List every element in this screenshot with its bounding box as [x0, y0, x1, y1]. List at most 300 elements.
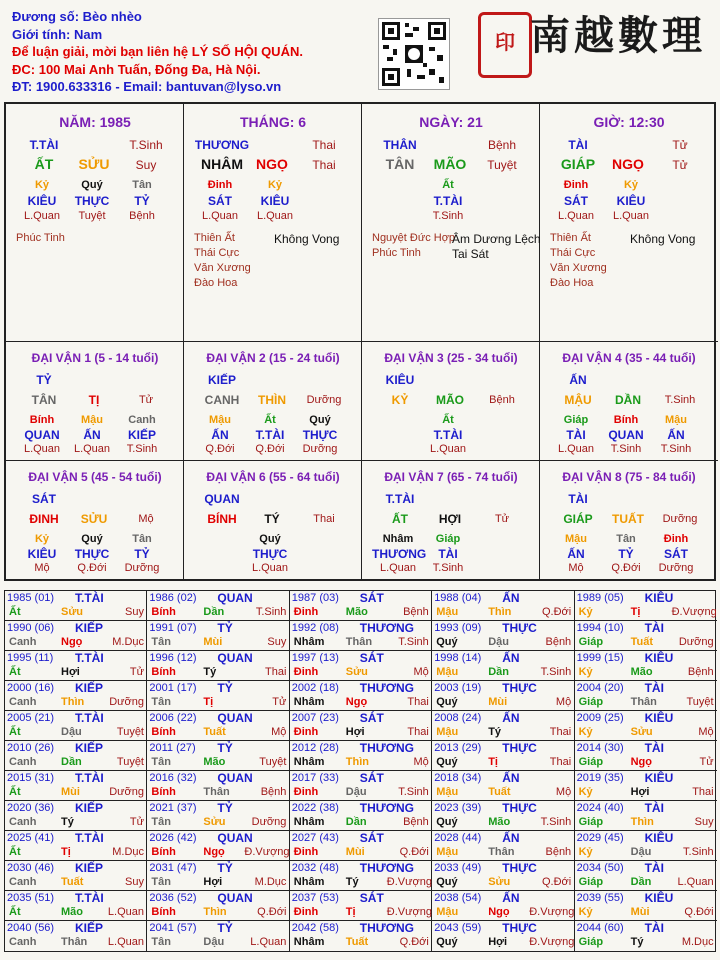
pillar-can: ẤT [34, 156, 54, 172]
year-status: Đ.Vượng [671, 606, 717, 618]
year-cell [575, 921, 717, 951]
year-god: TỶ [217, 741, 233, 755]
hidden-god: T.TÀI [433, 194, 463, 208]
year-label: 1988 (04) [434, 592, 482, 604]
year-can: Kỷ [578, 606, 593, 618]
year-can: Đinh [293, 786, 319, 798]
year-god: KIẾP [75, 681, 104, 695]
hidden-status: Dưỡng [124, 562, 160, 574]
owner-name: Đương số: Bèo nhèo [12, 9, 142, 24]
year-can: Kỷ [578, 786, 593, 798]
year-chi: Sửu [203, 816, 226, 828]
year-cell [290, 831, 432, 861]
year-status: Tử [129, 816, 144, 828]
year-can: Quý [436, 756, 458, 768]
year-god: ẤN [502, 711, 520, 725]
hidden-god: SÁT [564, 194, 588, 208]
year-cell [432, 711, 574, 741]
year-god: THỰC [502, 921, 537, 935]
year-can: Kỷ [578, 906, 593, 918]
dai-van-cell [6, 461, 184, 580]
year-can: Ất [9, 726, 21, 738]
year-chi: Hợi [61, 666, 80, 678]
year-god: TỶ [217, 921, 233, 935]
year-chi: Sửu [61, 606, 84, 618]
year-god: TÀI [644, 921, 664, 935]
year-status: Đ.Vượng [244, 846, 290, 858]
year-chi: Tị [630, 606, 641, 618]
year-status: T.Sinh [398, 636, 429, 648]
year-label: 2034 (50) [576, 862, 624, 874]
hidden-status: Q.Đới [205, 443, 235, 455]
year-chi: Thân [345, 636, 373, 648]
year-can: Kỷ [578, 726, 593, 738]
star-item: Đào Hoa [194, 277, 238, 289]
hidden-god: KIÊU [27, 547, 57, 561]
pillar-can: GIÁP [560, 156, 596, 172]
year-god: THƯƠNG [359, 801, 414, 815]
year-god: KIÊU [644, 711, 674, 725]
hidden-status: L.Quan [23, 443, 61, 455]
year-cell [290, 861, 432, 891]
year-label: 2030 (46) [7, 862, 55, 874]
year-cell [432, 621, 574, 651]
hidden-stem: Giáp [435, 533, 461, 545]
hidden-stem: Kỷ [623, 179, 639, 191]
star-item: Tai Sát [452, 247, 489, 261]
year-chi: Hợi [203, 876, 223, 888]
year-label: 2013 (29) [434, 742, 482, 754]
year-label: 2010 (26) [7, 742, 55, 754]
star-item: Thái Cực [194, 247, 240, 259]
year-chi: Thân [61, 936, 88, 948]
year-chi: Dần [345, 816, 367, 828]
pillar-chi: SỬU [78, 156, 110, 172]
dai-van-chi: TỊ [88, 393, 100, 407]
hidden-stem: Kỷ [34, 533, 50, 545]
year-label: 2027 (43) [291, 832, 339, 844]
year-can: Bính [151, 786, 176, 798]
year-can: Nhâm [293, 816, 325, 828]
hidden-stem: Nhâm [382, 533, 414, 545]
year-chi: Mão [630, 666, 653, 678]
year-can: Nhâm [293, 936, 325, 948]
year-chi: Tị [203, 696, 214, 708]
hidden-stem: Bính [29, 414, 55, 426]
year-can: Bính [151, 726, 176, 738]
year-cell [432, 801, 574, 831]
year-status: Q.Đới [399, 936, 429, 948]
dai-van-chi: THÌN [258, 393, 286, 407]
star-item: Không Vong [274, 232, 340, 246]
pillar-can: NHÂM [201, 156, 243, 172]
year-chi: Thân [203, 786, 230, 798]
year-label: 2020 (36) [7, 802, 55, 814]
year-can: Canh [9, 636, 37, 648]
pillar-chi: NGỌ [256, 156, 288, 172]
hidden-god: T.TÀI [433, 428, 463, 442]
dai-van-god: QUAN [204, 492, 240, 506]
year-god: THỰC [502, 801, 537, 815]
year-status: L.Quan [107, 936, 144, 948]
hidden-status: T.Sinh [432, 210, 464, 222]
year-can: Giáp [578, 876, 604, 888]
year-can: Canh [9, 756, 37, 768]
year-status: Tuyệt [259, 756, 287, 768]
hidden-stem: Đinh [207, 179, 233, 191]
dai-van-can: KỶ [391, 393, 409, 407]
year-label: 1991 (07) [149, 622, 197, 634]
year-status: Mộ [555, 696, 572, 708]
hidden-status: L.Quan [256, 210, 294, 222]
year-god: SÁT [359, 891, 384, 905]
hidden-god: TỶ [618, 547, 634, 561]
hidden-stem: Kỷ [34, 179, 50, 191]
year-god: QUAN [217, 591, 253, 605]
year-label: 2009 (25) [576, 712, 624, 724]
year-god: T.TÀI [75, 711, 104, 725]
star-item: Âm Dương Lệch [452, 232, 541, 246]
year-cell [575, 591, 717, 621]
year-chi: Hợi [345, 726, 365, 738]
year-chi: Dần [61, 756, 82, 768]
pillar-cs: Thai [312, 158, 336, 172]
year-label: 1989 (05) [576, 592, 624, 604]
phone-email-line: ĐT: 1900.633316 - Email: bantuvan@lyso.vn [12, 79, 282, 94]
year-cell [290, 651, 432, 681]
year-chi: Tý [61, 816, 74, 828]
pillar-cell [540, 104, 718, 342]
year-status: Tuyệt [686, 696, 714, 708]
year-status: L.Quan [677, 876, 714, 888]
year-status: Đ.Vượng [386, 876, 432, 888]
year-chi: Dần [630, 876, 652, 888]
year-status: Q.Đới [541, 876, 572, 888]
year-status: Dưỡng [251, 816, 287, 828]
hidden-god: THƯƠNG [372, 547, 427, 561]
year-label: 2022 (38) [291, 802, 339, 814]
year-god: THƯƠNG [359, 741, 414, 755]
year-label: 1995 (11) [7, 652, 54, 664]
year-can: Nhâm [293, 696, 325, 708]
dai-van-can: ẤT [392, 512, 408, 526]
year-status: M.Dục [112, 636, 144, 648]
hidden-stem: Canh [128, 414, 156, 426]
year-can: Giáp [578, 816, 604, 828]
year-cell [290, 741, 432, 771]
year-can: Nhâm [293, 756, 325, 768]
year-chi: Thìn [630, 816, 654, 828]
year-god: KIẾP [75, 621, 104, 635]
year-status: Thai [407, 726, 429, 738]
year-god: T.TÀI [75, 891, 104, 905]
hidden-status: Q.Đới [611, 562, 641, 574]
year-status: Đ.Vượng [386, 906, 432, 918]
year-chi: Tị [61, 846, 71, 858]
year-chi: Ngọ [61, 636, 83, 648]
year-cell [147, 741, 289, 771]
year-chi: Tuất [488, 786, 511, 798]
dai-van-can: TÂN [31, 393, 57, 407]
year-can: Ất [9, 846, 21, 858]
star-item: Văn Xương [194, 262, 251, 274]
hidden-status: L.Quan [429, 443, 467, 455]
pillar-chi: MÃO [433, 156, 467, 172]
year-can: Ất [9, 906, 21, 918]
year-label: 2002 (18) [291, 682, 339, 694]
year-god: SÁT [359, 591, 384, 605]
pillar-title: NĂM: 1985 [59, 114, 131, 130]
year-can: Kỷ [578, 666, 593, 678]
hidden-status: T.Sinh [432, 562, 464, 574]
dai-van-title: ĐẠI VẬN 7 (65 - 74 tuổi) [384, 470, 518, 484]
year-cell [290, 711, 432, 741]
year-cell [432, 591, 574, 621]
hidden-god: ẤN [667, 428, 685, 442]
year-status: M.Dục [112, 846, 144, 858]
year-label: 1996 (12) [149, 652, 197, 664]
year-cell [432, 831, 574, 861]
dai-van-cell [6, 342, 184, 461]
year-god: KIÊU [644, 771, 674, 785]
year-cell [290, 621, 432, 651]
hidden-god: KIÊU [616, 194, 646, 208]
pillar-title: GIỜ: 12:30 [593, 114, 665, 130]
year-god: TỶ [217, 621, 233, 635]
year-status: Q.Đới [684, 906, 714, 918]
hidden-status: L.Quan [73, 443, 111, 455]
hidden-status: L.Quan [379, 562, 417, 574]
hidden-god: TỶ [134, 547, 150, 561]
pillar-cell [6, 104, 184, 342]
year-label: 2041 (57) [149, 922, 197, 934]
hidden-stem: Mậu [565, 533, 587, 545]
dai-van-can: ĐINH [29, 512, 59, 526]
year-cell [147, 651, 289, 681]
dai-van-can: CANH [204, 393, 240, 407]
hidden-status: Dưỡng [302, 443, 338, 455]
year-god: QUAN [217, 651, 253, 665]
hidden-god: QUAN [608, 428, 644, 442]
year-status: Q.Đới [399, 846, 429, 858]
year-god: ẤN [502, 891, 520, 905]
year-label: 2029 (45) [576, 832, 624, 844]
pillar-can-god: T.TÀI [29, 138, 59, 152]
year-label: 1997 (13) [291, 652, 339, 664]
hidden-stem: Mậu [209, 414, 231, 426]
dai-van-chi: TUẤT [612, 512, 644, 526]
year-god: KIÊU [644, 591, 674, 605]
year-cell [5, 591, 147, 621]
year-label: 2018 (34) [434, 772, 482, 784]
address-line: ĐC: 100 Mai Anh Tuấn, Đống Đa, Hà Nội. [12, 61, 261, 77]
year-label: 1998 (14) [434, 652, 482, 664]
year-chi: Mùi [203, 636, 223, 648]
hidden-stem: Ất [442, 414, 454, 426]
year-cell [575, 621, 717, 651]
year-god: TÀI [644, 861, 664, 875]
hidden-status: L.Quan [201, 210, 239, 222]
year-cell [5, 651, 147, 681]
year-cell [5, 711, 147, 741]
year-cell [147, 621, 289, 651]
dai-van-title: ĐẠI VẬN 5 (45 - 54 tuổi) [28, 470, 162, 484]
hidden-god: KIÊU [260, 194, 290, 208]
hidden-stem: Tân [616, 533, 636, 545]
hidden-god: QUAN [24, 428, 60, 442]
year-can: Giáp [578, 756, 604, 768]
hidden-status: Mộ [34, 562, 50, 574]
year-chi: Thân [488, 846, 515, 858]
dai-van-chi: SỬU [80, 512, 108, 526]
hidden-god: T.TÀI [255, 428, 285, 442]
year-chi: Mùi [630, 906, 650, 918]
year-label: 2005 (21) [7, 712, 55, 724]
hidden-stem: Tân [132, 533, 152, 545]
year-status: Bệnh [545, 636, 572, 648]
year-cell [575, 891, 717, 921]
year-status: Bệnh [403, 816, 429, 828]
star-item: Phúc Tinh [372, 247, 421, 259]
year-status: Thai [549, 756, 572, 768]
year-status: Suy [125, 606, 144, 618]
year-chi: Tị [488, 756, 498, 768]
hidden-stem: Quý [81, 533, 103, 545]
year-god: T.TÀI [75, 771, 104, 785]
hidden-stem: Ất [442, 179, 454, 191]
pillar-chi-status: Bệnh [487, 138, 517, 152]
year-can: Quý [436, 636, 458, 648]
year-label: 2023 (39) [434, 802, 482, 814]
year-status: Tử [272, 696, 287, 708]
year-can: Quý [436, 696, 458, 708]
year-chi: Thìn [345, 756, 370, 768]
hidden-status: Bệnh [129, 210, 155, 222]
year-chi: Tuất [61, 876, 84, 888]
year-god: TỶ [217, 801, 233, 815]
dai-van-title: ĐẠI VẬN 6 (55 - 64 tuổi) [206, 470, 340, 484]
dai-van-title: ĐẠI VẬN 8 (75 - 84 tuổi) [562, 470, 696, 484]
dai-van-title: ĐẠI VẬN 4 (35 - 44 tuổi) [562, 351, 696, 365]
hidden-status: T.Sinh [126, 443, 158, 455]
hidden-stem: Quý [81, 179, 103, 191]
pillar-chi-status: Tử [672, 138, 688, 152]
star-item: Văn Xương [550, 262, 607, 274]
year-label: 1994 (10) [576, 622, 624, 634]
year-cell [5, 831, 147, 861]
year-status: Suy [125, 876, 144, 888]
year-can: Canh [9, 816, 37, 828]
year-status: T.Sinh [683, 846, 714, 858]
pillar-cell [184, 104, 362, 342]
year-cell [290, 891, 432, 921]
year-can: Tân [151, 756, 171, 768]
year-can: Quý [436, 876, 458, 888]
year-can: Tân [151, 936, 171, 948]
dai-van-title: ĐẠI VẬN 1 (5 - 14 tuổi) [31, 351, 159, 365]
hidden-stem: Đinh [663, 533, 689, 545]
year-can: Đinh [293, 666, 319, 678]
year-god: THỰC [502, 741, 537, 755]
year-cell [290, 921, 432, 951]
year-god: ẤN [502, 771, 520, 785]
year-status: Tử [129, 666, 144, 678]
year-god: THỰC [502, 681, 537, 695]
year-status: Mộ [698, 726, 714, 738]
year-can: Mậu [436, 726, 459, 738]
year-status: M.Dục [681, 936, 714, 948]
year-label: 2014 (30) [576, 742, 624, 754]
year-status: M.Dục [254, 876, 287, 888]
year-chi: Sửu [345, 666, 368, 678]
year-can: Quý [436, 816, 458, 828]
year-cell [290, 801, 432, 831]
pillar-cs: Suy [135, 158, 157, 172]
pillar-can: TÂN [385, 156, 415, 172]
dai-van-can: GIÁP [563, 512, 593, 526]
hidden-status: T.Sinh [610, 443, 642, 455]
hidden-stem: Kỷ [267, 179, 283, 191]
hidden-stem: Giáp [563, 414, 589, 426]
pillar-chi-status: Thai [312, 138, 336, 152]
year-cell [5, 921, 147, 951]
year-cell [432, 651, 574, 681]
pillar-chi: NGỌ [612, 156, 644, 172]
year-can: Bính [151, 606, 176, 618]
year-can: Canh [9, 876, 37, 888]
hidden-god: TÀI [438, 547, 458, 561]
year-label: 2028 (44) [434, 832, 482, 844]
year-label: 2007 (23) [291, 712, 339, 724]
dai-van-god: KIÊU [385, 373, 415, 387]
hidden-status: T.Sinh [660, 443, 692, 455]
year-label: 2038 (54) [434, 892, 482, 904]
year-status: Mộ [555, 786, 572, 798]
year-label: 2006 (22) [149, 712, 197, 724]
dai-van-chi: TÝ [264, 512, 280, 526]
year-chi: Tý [488, 726, 502, 738]
year-chi: Mùi [61, 786, 80, 798]
year-chi: Ngọ [488, 906, 510, 918]
dai-van-cell [184, 461, 362, 580]
year-can: Tân [151, 876, 171, 888]
year-can: Tân [151, 636, 171, 648]
dai-van-can: BÍNH [207, 512, 237, 526]
brand-logo: 南越數理 [530, 12, 706, 59]
star-item: Đào Hoa [550, 277, 594, 289]
year-can: Bính [151, 906, 176, 918]
year-god: QUAN [217, 771, 253, 785]
year-label: 2016 (32) [149, 772, 197, 784]
year-can: Đinh [293, 726, 319, 738]
year-cell [147, 681, 289, 711]
year-cell [5, 741, 147, 771]
year-chi: Tý [203, 666, 217, 678]
year-chi: Tuất [630, 636, 653, 648]
year-label: 2033 (49) [434, 862, 482, 874]
hidden-god: ẤN [567, 547, 585, 561]
year-chi: Dậu [203, 936, 225, 948]
year-can: Đinh [293, 846, 319, 858]
dai-van-cs: Tử [138, 394, 154, 406]
dai-van-cs: T.Sinh [664, 394, 696, 406]
year-god: THƯƠNG [359, 861, 414, 875]
year-cell [432, 681, 574, 711]
dai-van-god: SÁT [32, 492, 56, 506]
year-label: 2003 (19) [434, 682, 482, 694]
year-label: 1990 (06) [7, 622, 55, 634]
year-chi: Thìn [203, 906, 227, 918]
